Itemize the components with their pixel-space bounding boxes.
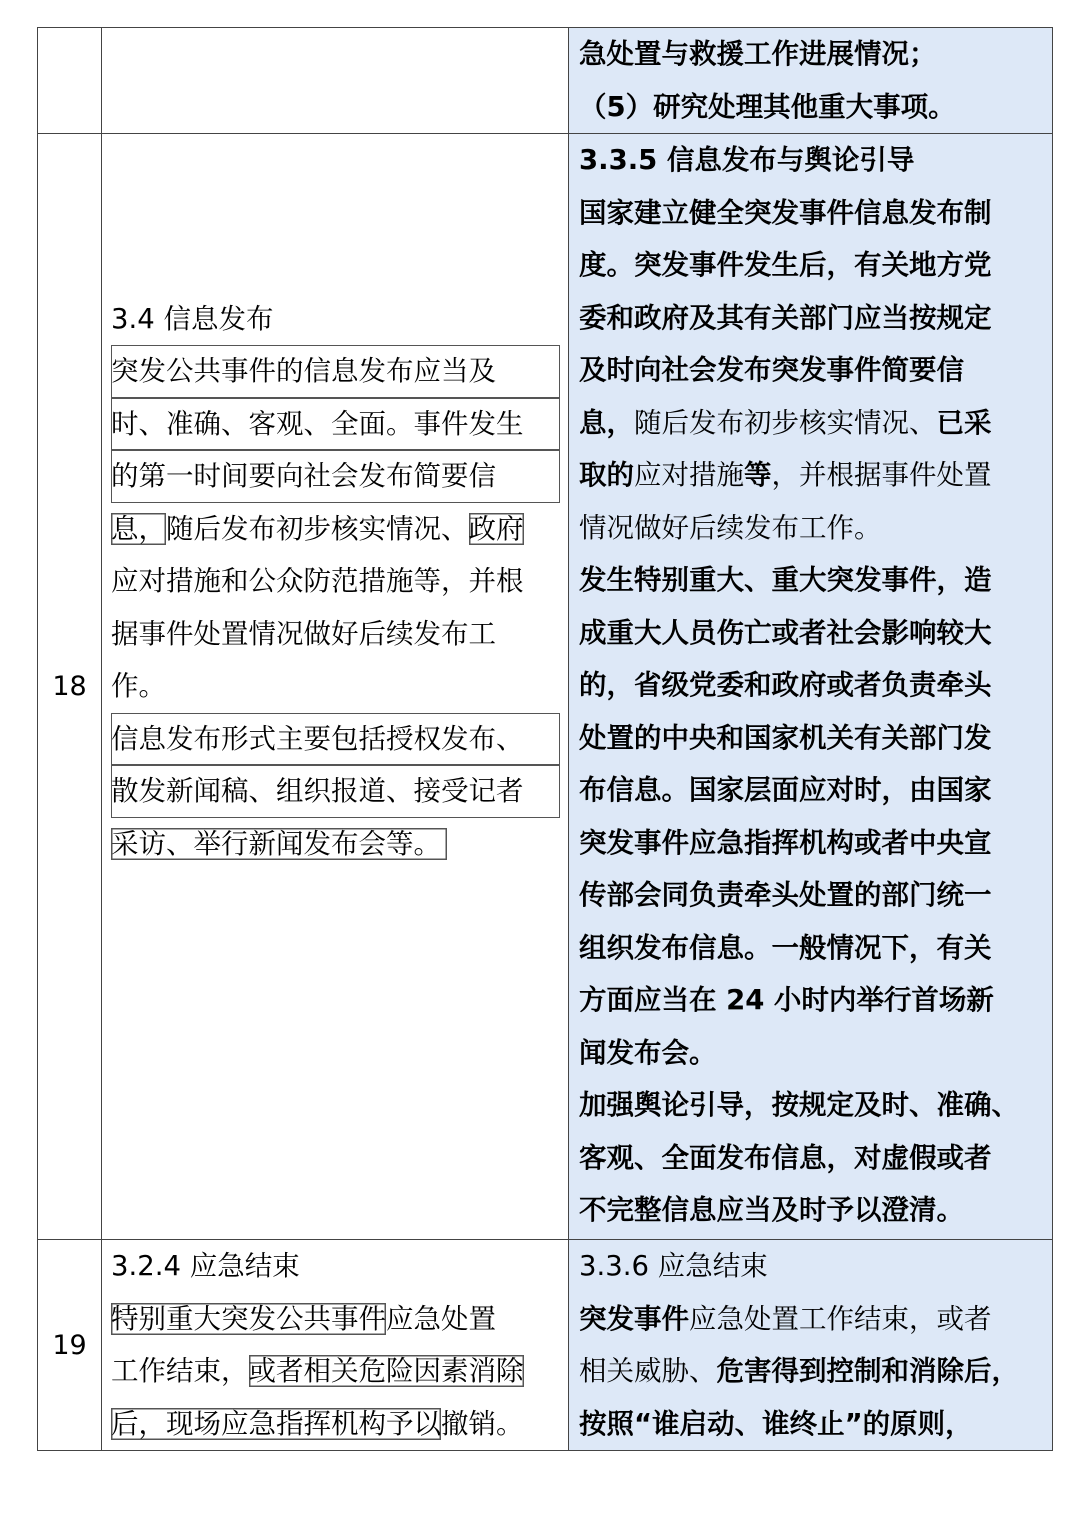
text-line: 情况做好后续发布工作。 [579,511,882,544]
text-line: 作。 [111,670,166,703]
new-text-cell [569,1240,1053,1451]
table-row [38,28,1053,134]
text-line: 时、准确、客观、全面。事件发生 [111,398,560,451]
text-span: 后，现场应急指挥机构予以 [111,1407,441,1440]
text-line: 布信息。国家层面应对时，由国家 [579,774,992,806]
text-span: 应对措施 [634,459,744,491]
text-line: 成重大人员伤亡或者社会影响较大 [579,616,992,649]
text-span: 突发事件 [579,1302,689,1335]
row-number-cell [38,134,102,1240]
text-line: 闻发布会。 [579,1036,717,1069]
section-heading: 3.2.4 应急结束 [111,1250,300,1282]
old-text-cell [102,1240,569,1451]
old-text-cell [102,134,569,1240]
text-span: 工作结束， [111,1355,249,1387]
text-line: 信息发布形式主要包括授权发布、 [111,713,560,766]
text-span: 应急处置工作结束，或者 [689,1302,992,1335]
row-number-cell [38,1240,102,1451]
text-span: 随后发布初步核实情况、 [634,406,937,439]
text-line: 组织发布信息。一般情况下，有关 [579,931,992,964]
text-line: 按照“谁启动、谁终止”的原则， [579,1407,973,1440]
row-number-cell [38,28,102,134]
text-line [579,449,1043,502]
text-span: 应急处置 [386,1302,496,1335]
text-span: 已采 [936,406,992,439]
table-row [38,134,1053,1240]
text-line [111,1345,560,1398]
text-span: 危害得到控制和消除后， [716,1355,1019,1387]
section-heading: 3.4 信息发布 [111,302,274,335]
text-line: 的，省级党委和政府或者负责牵头 [579,669,992,701]
text-span: 采访、举行新闻发布会等。 [111,828,447,860]
text-line: 不完整信息应当及时予以澄清。 [579,1194,964,1226]
comparison-table [37,27,1053,1451]
text-span: 相关威胁、 [579,1355,717,1387]
text-line: 加强舆论引导，按规定及时、准确、 [579,1089,1019,1121]
text-line [111,1398,560,1451]
text-line: 散发新闻稿、组织报道、接受记者 [111,765,560,818]
section-heading: 3.3.6 应急结束 [579,1250,768,1282]
text-span: 特别重大突发公共事件 [111,1302,386,1335]
old-text-cell [102,28,569,134]
text-line: （5）研究处理其他重大事项。 [579,90,956,123]
text-line: 急处置与救援工作进展情况； [579,38,937,70]
text-line: 传部会同负责牵头处置的部门统一 [579,879,992,911]
table-row [38,1240,1053,1451]
section-heading: 3.3.5 信息发布与舆论引导 [579,144,915,176]
text-line [111,1293,560,1346]
text-line: 客观、全面发布信息，对虚假或者 [579,1141,992,1174]
text-span: 政府 [468,512,524,545]
text-line: 发生特别重大、重大突发事件，造 [579,564,992,596]
row-number: 19 [52,1329,87,1361]
text-line [579,397,1043,450]
new-text-cell [569,134,1053,1240]
text-line: 委和政府及其有关部门应当按规定 [579,301,992,334]
text-span: 或者相关危险因素消除 [248,1355,524,1387]
text-line: 突发事件应急指挥机构或者中央宣 [579,826,992,859]
text-line: 应对措施和公众防范措施等，并根 [111,565,524,598]
text-line: 国家建立健全突发事件信息发布制 [579,196,992,229]
text-line: 及时向社会发布突发事件简要信 [579,354,964,386]
text-line: 的第一时间要向社会发布简要信 [111,450,560,503]
text-line [579,1345,1043,1398]
text-span: 息， [579,406,634,439]
new-text-cell [569,28,1053,134]
row-number: 18 [52,671,87,702]
text-line: 突发公共事件的信息发布应当及 [111,345,560,398]
text-line [111,818,560,871]
text-span: 取的 [579,459,634,491]
text-line [111,503,560,556]
text-span: 撤销。 [441,1407,524,1440]
text-span: 等 [744,459,772,491]
text-span: 随后发布初步核实情况、 [166,512,469,545]
text-line: 度。突发事件发生后，有关地方党 [579,249,992,281]
text-line: 处置的中央和国家机关有关部门发 [579,721,992,754]
text-span: ，并根据事件处置 [771,459,992,491]
text-line [579,1293,1043,1346]
text-line: 据事件处置情况做好后续发布工 [111,617,496,650]
text-line: 方面应当在 24 小时内举行首场新 [579,984,994,1016]
text-span: 息， [111,512,166,545]
